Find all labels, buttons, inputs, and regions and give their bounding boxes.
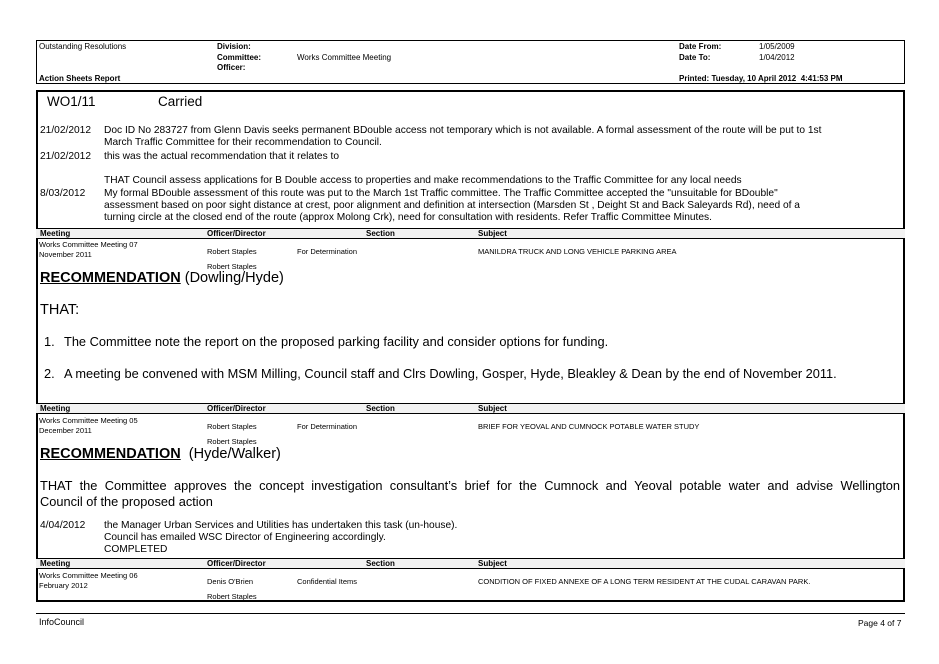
meeting-cell: Works Committee Meeting 06 February 2012 [39, 571, 138, 590]
section-cell: For Determination [297, 247, 358, 256]
date-to-label: Date To: [679, 53, 711, 62]
recommendation-text: THAT the Committee approves the concept investigation consultant’s brief for the Cumnock and Yeoval potable water and advise Wellington Council of the proposed action [40, 478, 900, 509]
table-header [36, 558, 905, 569]
page-number: Page 4 of 7 [858, 618, 902, 628]
printed-line: Printed: Tuesday, 10 April 2012 4:41:53 PM [679, 74, 843, 83]
officer-cell: Robert Staples [207, 422, 257, 431]
date-to-value: 1/04/2012 [759, 53, 795, 62]
col-officer: Officer/Director [207, 559, 266, 568]
entry-text: My formal BDouble assessment of this route was put to the March 1st Traffic committee. The Traffic Committee accepted the "unsuitable for BDouble" assessment based on poor sight distance at crest, poor alignment and definition at intersection (Marsden St , Deight St and Back Saleyards Rd), need of a turning circle at the closed end of the route (approx Molong Crk), need for consultation with residents. Refer Traffic Committee Minutes. [104, 188, 800, 224]
list-item: A meeting be convened with MSM Milling, Council staff and Clrs Dowling, Gosper, Hyde, Bleakley & Dean by the end of November 2011. [64, 366, 837, 381]
col-section: Section [366, 404, 395, 413]
list-number: 2. [44, 366, 55, 381]
table-header [36, 403, 905, 414]
committee-value: Works Committee Meeting [297, 53, 392, 62]
note-date: 4/04/2012 [40, 520, 86, 531]
entry-date: 21/02/2012 [40, 125, 91, 136]
col-subject: Subject [478, 559, 507, 568]
division-label: Division: [217, 42, 251, 51]
date-from-value: 1/05/2009 [759, 42, 795, 51]
recommendation-heading: RECOMMENDATION (Dowling/Hyde) [40, 270, 284, 286]
entry-date: 8/03/2012 [40, 188, 86, 199]
col-meeting: Meeting [40, 229, 71, 238]
footer-rule [36, 613, 905, 614]
table-header [36, 228, 905, 239]
col-meeting: Meeting [40, 559, 71, 568]
item-code: WO1/11 [47, 94, 96, 109]
that-label: THAT: [40, 302, 80, 318]
officer-cell: Robert Staples [207, 437, 257, 446]
subject-cell: BRIEF FOR YEOVAL AND CUMNOCK POTABLE WATER STUDY [478, 422, 700, 431]
note-text: the Manager Urban Services and Utilities has undertaken this task (un-house). Council has emailed WSC Director of Engineering accordingly. COMPLETED [104, 520, 458, 556]
section-cell: Confidential Items [297, 577, 358, 586]
col-section: Section [366, 559, 395, 568]
date-from-label: Date From: [679, 42, 722, 51]
officer-cell: Denis O'Brien [207, 577, 254, 586]
col-officer: Officer/Director [207, 404, 266, 413]
meeting-cell: Works Committee Meeting 05 December 2011 [39, 416, 138, 435]
officer-cell: Robert Staples [207, 592, 257, 601]
section-cell: For Determination [297, 422, 358, 431]
col-meeting: Meeting [40, 404, 71, 413]
officer-cell: Robert Staples [207, 247, 257, 256]
meeting-cell: Works Committee Meeting 07 November 2011 [39, 240, 138, 259]
entry-text: this was the actual recommendation that it relates to THAT Council assess applications for B Double access to properties and make recommendations to the Traffic Committee for any local needs [104, 151, 742, 187]
col-officer: Officer/Director [207, 229, 266, 238]
officer-label: Officer: [217, 63, 246, 72]
col-section: Section [366, 229, 395, 238]
list-item: The Committee note the report on the proposed parking facility and consider options for funding. [64, 334, 609, 349]
report-name: Outstanding Resolutions [39, 42, 127, 51]
entry-date: 21/02/2012 [40, 151, 91, 162]
item-status: Carried [158, 94, 203, 109]
subject-cell: MANILDRA TRUCK AND LONG VEHICLE PARKING AREA [478, 247, 677, 256]
entry-text: Doc ID No 283727 from Glenn Davis seeks permanent BDouble access not temporary which is not available. A formal assessment of the route will be put to 1st March Traffic Committee for their recommendation to Council. [104, 125, 822, 149]
col-subject: Subject [478, 229, 507, 238]
footer-brand: InfoCouncil [39, 617, 85, 627]
col-subject: Subject [478, 404, 507, 413]
recommendation-heading: RECOMMENDATION (Hyde/Walker) [40, 446, 281, 462]
report-type: Action Sheets Report [39, 74, 121, 83]
officer-cell: Robert Staples [207, 262, 257, 271]
subject-cell: CONDITION OF FIXED ANNEXE OF A LONG TERM RESIDENT AT THE CUDAL CARAVAN PARK. [478, 577, 811, 586]
list-number: 1. [44, 334, 55, 349]
committee-label: Committee: [217, 53, 262, 62]
